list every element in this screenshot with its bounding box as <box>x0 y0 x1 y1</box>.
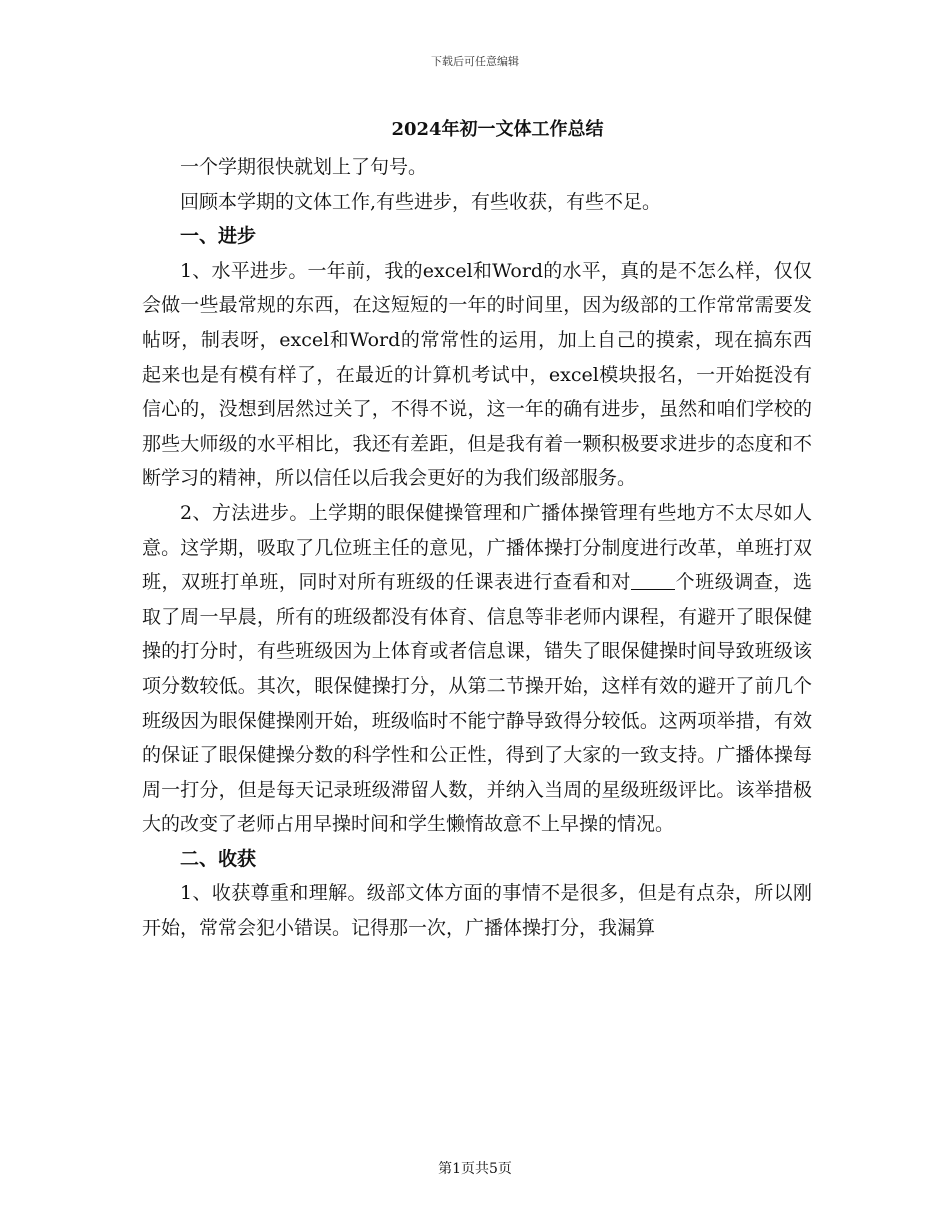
section-heading-gains: 二、收获 <box>180 847 257 870</box>
paragraph-respect-gains: 1、收获尊重和理解。级部文体方面的事情不是很多，但是有点杂，所以刚开始，常常会犯小错误。记得那一次，广播体操打分，我漏算 <box>142 882 812 940</box>
paragraph-method-progress <box>142 496 812 842</box>
page-header: 下载后可任意编辑 <box>431 55 519 68</box>
document-title: 2024年初一文体工作总结 <box>391 119 604 140</box>
intro-paragraph-2: 回顾本学期的文体工作,有些进步，有些收获，有些不足。 <box>180 190 662 213</box>
paragraph-skill-progress: 1、水平进步。一年前，我的excel和Word的水平，真的是不怎么样，仅仅会做一些最常规的东西，在这短短的一年的时间里，因为级部的工作常常需要发帖呀，制表呀，excel和Word的常常性的运用，加上自己的摸索，现在搞东西起来也是有模有样了，在最近的计算机考试中，excel模块报名，一开始挺没有信心的，没想到居然过关了，不得不说，这一年的确有进步，虽然和咱们学校的那些大师级的水平相比，我还有差距，但是我有着一颗积极要求进步的态度和不断学习的精神，所以信任以后我会更好的为我们级部服务。 <box>142 259 812 490</box>
fill-in-blank <box>631 571 675 590</box>
intro-paragraph-1: 一个学期很快就划上了句号。 <box>180 156 428 178</box>
method-progress-part-1: 2、方法进步。上学期的眼保健操管理和广播体操管理有些地方不太尽如人意。这学期，吸取了几位班主任的意见，广播体操打分制度进行改革，单班打双班，双班打单班，同时对所有班级的任课表进行查看和对 <box>142 501 812 594</box>
method-progress-part-2: 个班级调查，选取了周一早晨，所有的班级都没有体育、信息等非老师内课程，有避开了眼保健操的打分时，有些班级因为上体育或者信息课，错失了眼保健操时间导致班级该项分数较低。其次，眼保健操打分，从第二节操开始，这样有效的避开了前几个班级因为眼保健操刚开始，班级临时不能宁静导致得分较低。这两项举措，有效的保证了眼保健操分数的科学性和公正性，得到了大家的一致支持。广播体操每周一打分，但是每天记录班级滞留人数，并纳入当周的星级班级评比。该举措极大的改变了老师占用早操时间和学生懒惰故意不上早操的情况。 <box>142 571 812 836</box>
page-footer: 第1页共5页 <box>438 1161 512 1177</box>
section-heading-progress: 一、进步 <box>180 225 257 248</box>
document-body <box>142 150 812 946</box>
